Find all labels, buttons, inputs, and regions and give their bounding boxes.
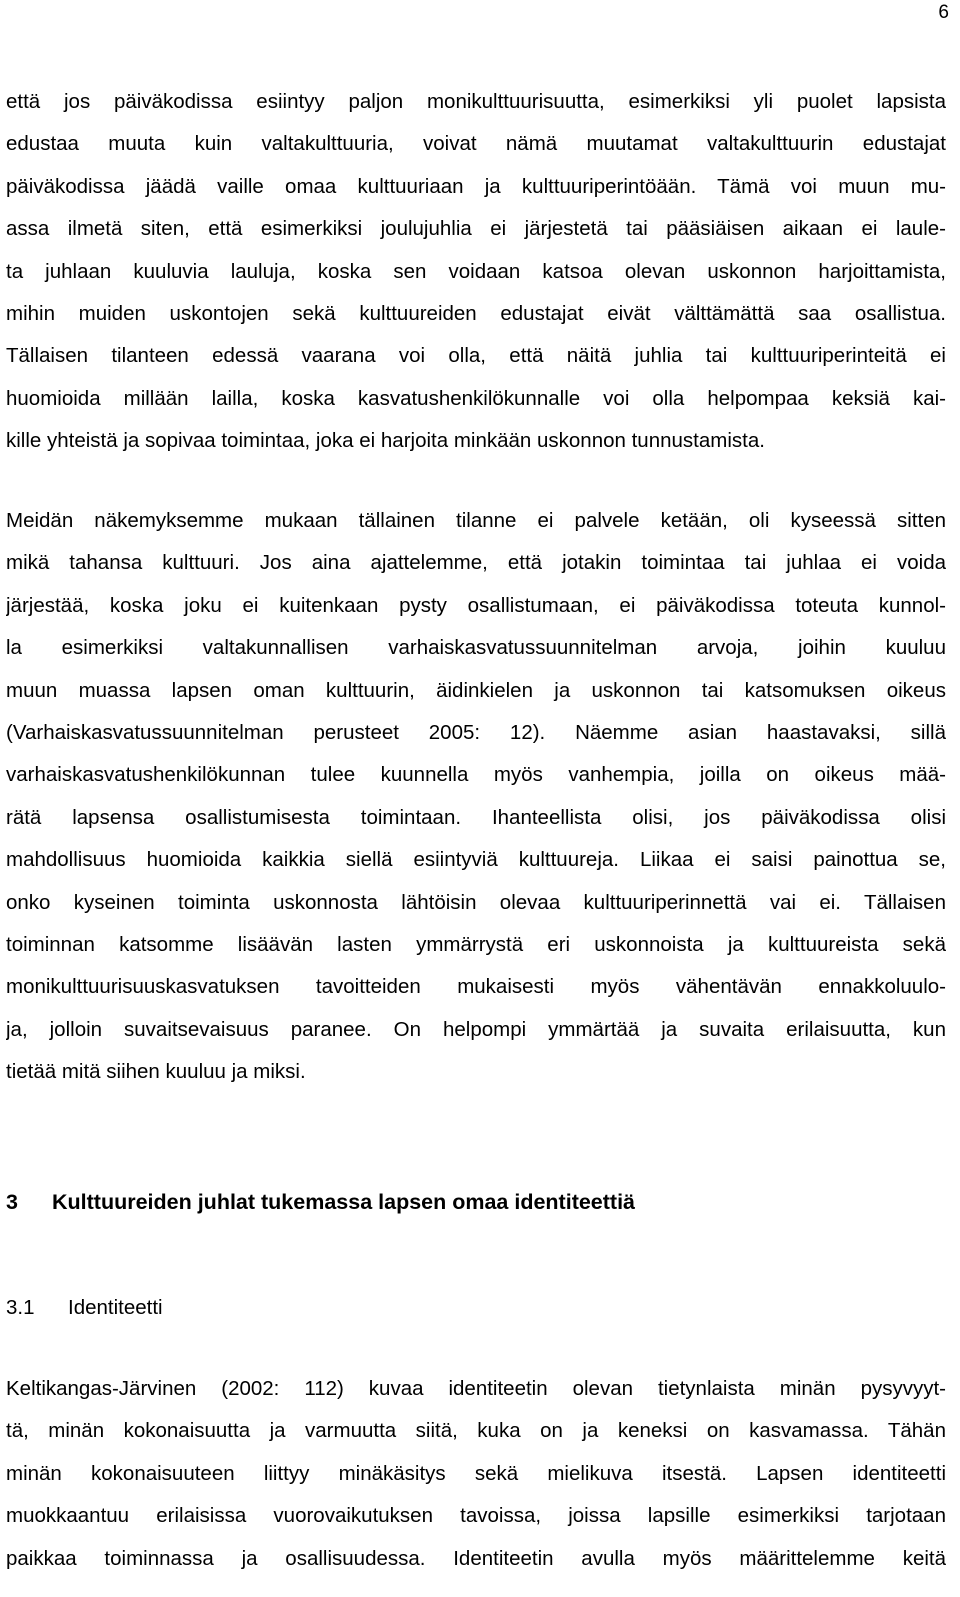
text-line: huomioida millään lailla, koska kasvatushenkilökunnalle voi olla helpompaa keksiä kai-	[6, 386, 946, 410]
text-line: ja, jolloin suvaitsevaisuus paranee. On helpompi ymmärtää ja suvaita erilaisuutta, kun	[6, 1017, 946, 1041]
text-line: paikkaa toiminnassa ja osallisuudessa. Identiteetin avulla myös määrittelemme keitä	[6, 1546, 946, 1570]
text-line: monikulttuurisuuskasvatuksen tavoitteiden mukaisesti myös vähentävän ennakkoluulo-	[6, 975, 946, 999]
section-number: 3	[6, 1190, 18, 1214]
text-line: edustaa muuta kuin valtakulttuuria, voivat nämä muutamat valtakulttuurin edustajat	[6, 132, 946, 156]
page-number: 6	[938, 2, 949, 23]
text-line: rätä lapsensa osallistumisesta toimintaan. Ihanteellista olisi, jos päiväkodissa olisi	[6, 805, 946, 829]
text-line: päiväkodissa jäädä vaille omaa kulttuuriaan ja kulttuuriperintöään. Tämä voi muun mu-	[6, 174, 946, 198]
text-line: Keltikangas-Järvinen (2002: 112) kuvaa identiteetin olevan tietynlaista minän pysyvyyt-	[6, 1377, 946, 1400]
text-line: ta juhlaan kuuluvia lauluja, koska sen voidaan katsoa olevan uskonnon harjoittamista,	[6, 259, 946, 283]
text-line: kille yhteistä ja sopivaa toimintaa, joka ei harjoita minkään uskonnon tunnustamista.	[6, 429, 765, 453]
paragraph-2	[6, 500, 946, 1093]
subsection-title: Identiteetti	[68, 1296, 163, 1319]
text-line: tä, minän kokonaisuutta ja varmuutta siitä, kuka on ja keneksi on kasvamassa. Tähän	[6, 1419, 946, 1443]
text-line: minän kokonaisuuteen liittyy minäkäsitys sekä mielikuva itsestä. Lapsen identiteetti	[6, 1461, 946, 1485]
text-line: toiminnan katsomme lisäävän lasten ymmärrystä eri uskonnoista ja kulttuureista sekä	[6, 932, 946, 956]
text-line: mahdollisuus huomioida kaikkia siellä esiintyviä kulttuureja. Liikaa ei saisi painottua se,	[6, 848, 946, 872]
text-line: Tällaisen tilanteen edessä vaarana voi olla, että näitä juhlia tai kulttuuriperinteitä ei	[6, 344, 946, 368]
text-line: (Varhaiskasvatussuunnitelman perusteet 2005: 12). Näemme asian haastavaksi, sillä	[6, 720, 946, 744]
paragraph-1	[6, 81, 946, 463]
text-line: mikä tahansa kulttuuri. Jos aina ajattelemme, että jotakin toimintaa tai juhlaa ei voida	[6, 551, 946, 575]
text-line: mihin muiden uskontojen sekä kulttuureiden edustajat eivät välttämättä saa osallistua.	[6, 301, 946, 325]
subsection-number: 3.1	[6, 1296, 35, 1319]
text-line: la esimerkiksi valtakunnallisen varhaiskasvatussuunnitelman arvoja, joihin kuuluu	[6, 636, 946, 660]
text-line: Meidän näkemyksemme mukaan tällainen tilanne ei palvele ketään, oli kyseessä sitten	[6, 509, 946, 532]
text-line: varhaiskasvatushenkilökunnan tulee kuunnella myös vanhempia, joilla on oikeus mää-	[6, 763, 946, 787]
paragraph-3	[6, 1368, 946, 1580]
text-line: onko kyseinen toiminta uskonnosta lähtöisin olevaa kulttuuriperinnettä vai ei. Tällaisen	[6, 890, 946, 914]
text-line: että jos päiväkodissa esiintyy paljon monikulttuurisuutta, esimerkiksi yli puolet lapsista	[6, 90, 946, 113]
subsection-heading	[6, 1290, 163, 1326]
text-line: muun muassa lapsen oman kulttuurin, äidinkielen ja uskonnon tai katsomuksen oikeus	[6, 678, 946, 702]
text-line: järjestää, koska joku ei kuitenkaan pysty osallistumaan, ei päiväkodissa toteuta kunnol-	[6, 593, 946, 617]
section-heading	[6, 1184, 635, 1220]
text-line: tietää mitä siihen kuuluu ja miksi.	[6, 1060, 306, 1084]
text-line: muokkaantuu erilaisissa vuorovaikutuksen tavoissa, joissa lapsille esimerkiksi tarjotaan	[6, 1504, 946, 1528]
section-title: Kulttuureiden juhlat tukemassa lapsen omaa identiteettiä	[52, 1190, 636, 1214]
text-line: assa ilmetä siten, että esimerkiksi joulujuhlia ei järjestetä tai pääsiäisen aikaan ei laule-	[6, 217, 946, 241]
